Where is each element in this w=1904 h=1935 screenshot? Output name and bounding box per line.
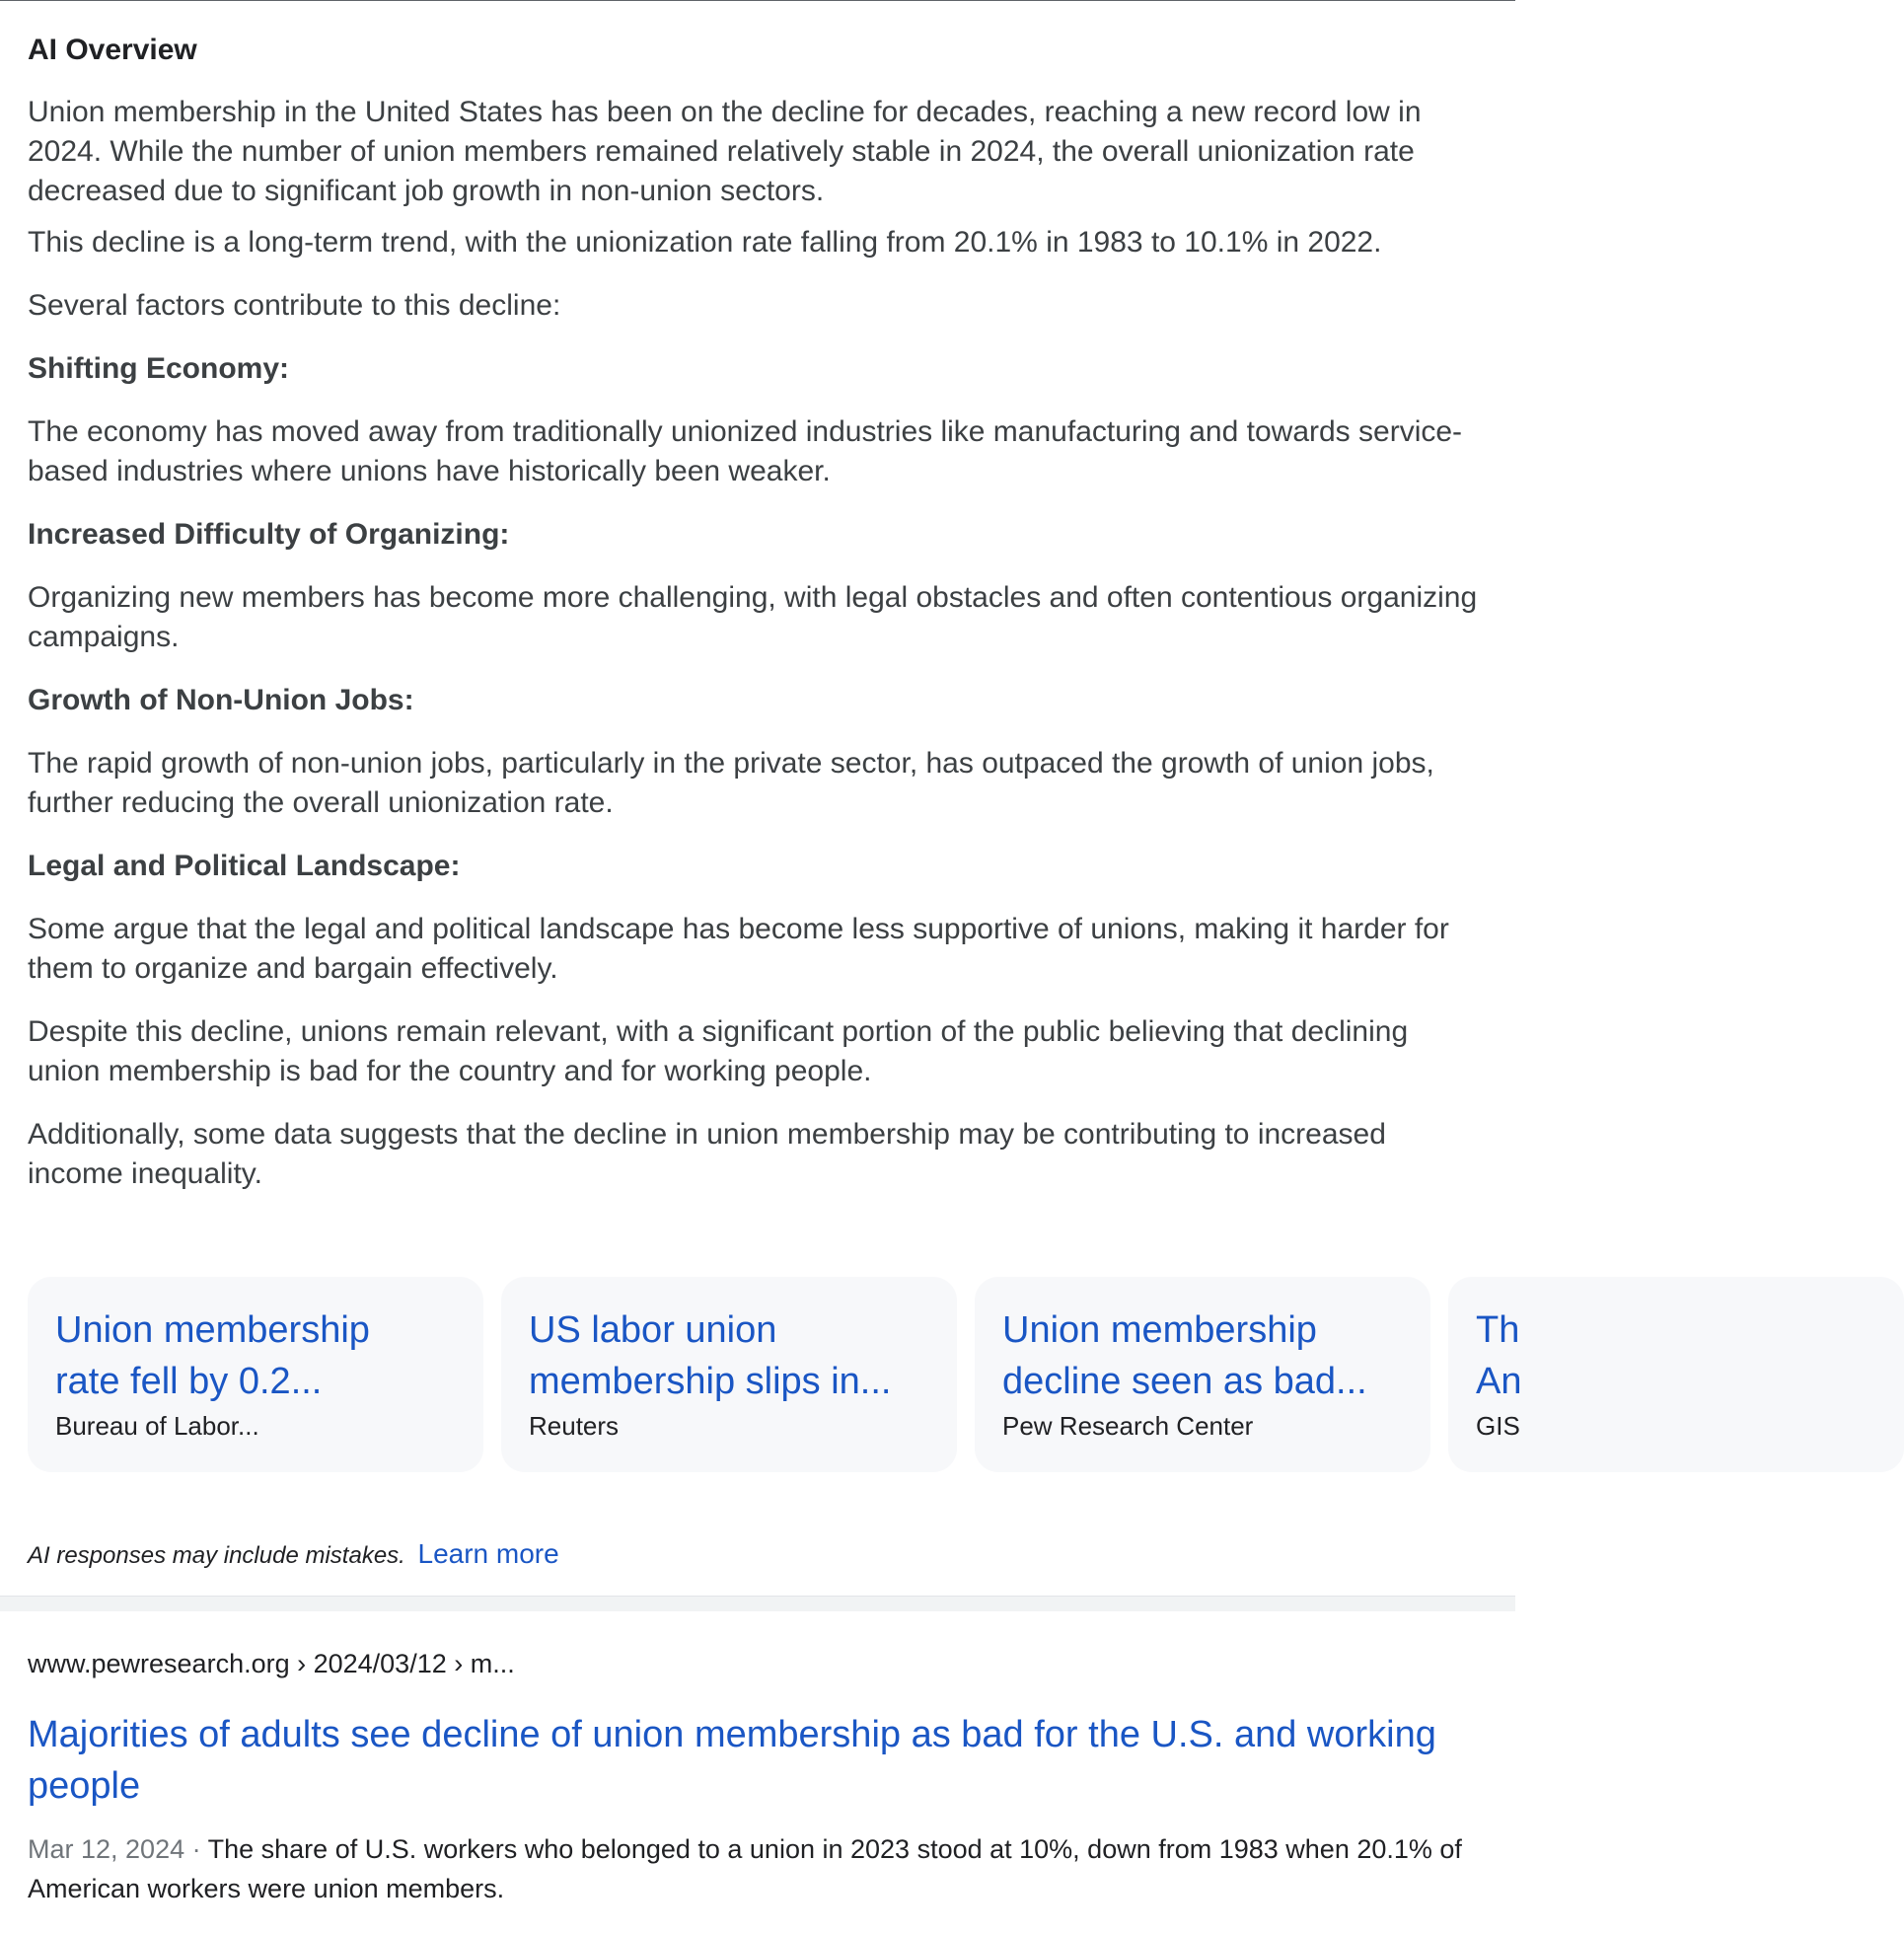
source-cards-carousel[interactable] [28,1277,1522,1474]
source-card-site: Pew Research Center [1002,1411,1254,1441]
source-card-title[interactable]: membership slips in... [529,1361,892,1402]
source-card-site: GIS [1476,1411,1520,1441]
factor-text: The economy has moved away from traditionally unionized industries like manufacturing and towards service-based industries where unions have historically been weaker. [28,415,1463,487]
top-border [0,0,1515,1]
learn-more-link[interactable]: Learn more [417,1538,559,1569]
overview-paragraph: This decline is a long-term trend, with the unionization rate falling from 20.1% in 1983 to 10.1% in 2022. [28,226,1382,259]
factor-text: Some argue that the legal and political landscape has become less supportive of unions, making it harder for them to organize and bargain effectively. [28,913,1449,985]
source-card-title[interactable]: Union membership [1002,1309,1317,1351]
source-card-title[interactable]: US labor union [529,1309,777,1351]
factor-title: Shifting Economy: [28,352,289,385]
source-card[interactable] [501,1277,957,1472]
result-url[interactable]: www.pewresearch.org › 2024/03/12 › m... [28,1649,515,1678]
factors-lead: Several factors contribute to this decline: [28,289,561,322]
ai-overview-title: AI Overview [28,34,197,66]
factor-title: Increased Difficulty of Organizing: [28,518,510,551]
source-card-site: Reuters [529,1411,620,1441]
disclaimer-text: AI responses may include mistakes. [28,1542,405,1569]
search-result [28,1644,1488,1908]
result-date: Mar 12, 2024 [28,1834,185,1864]
ai-overview [28,30,1488,1194]
overview-paragraph: Additionally, some data suggests that the decline in union membership may be contributing to increased income inequality. [28,1118,1386,1190]
source-card-site: Bureau of Labor... [55,1411,259,1441]
source-card-title[interactable]: Union membership [55,1309,370,1351]
result-snippet-text: The share of U.S. workers who belonged to a union in 2023 stood at 10%, down from 1983 when 20.1% of American workers were union members. [28,1834,1462,1903]
source-card-title[interactable]: rate fell by 0.2... [55,1361,323,1402]
source-card[interactable] [975,1277,1430,1472]
overview-paragraph: Despite this decline, unions remain relevant, with a significant portion of the public believing that declining union membership is bad for the country and for working people. [28,1015,1409,1087]
result-snippet [28,1829,1488,1908]
section-divider [0,1596,1515,1611]
source-card-title[interactable]: decline seen as bad... [1002,1361,1367,1402]
ai-overview-body [28,93,1488,1194]
factor-title: Legal and Political Landscape: [28,850,461,882]
source-card-title[interactable]: Th [1476,1309,1520,1351]
ai-disclaimer [28,1537,559,1573]
overview-paragraph: Union membership in the United States has been on the decline for decades, reaching a new record low in 2024. While the number of union members remained relatively stable in 2024, the overall unionization rate decreased due to significant job growth in non-union sectors. [28,96,1422,207]
result-separator: · [184,1834,208,1864]
factor-title: Growth of Non-Union Jobs: [28,684,414,716]
factor-text: Organizing new members has become more challenging, with legal obstacles and often contentious organizing campaigns. [28,581,1478,653]
source-card[interactable] [1448,1277,1904,1472]
result-title-link[interactable]: Majorities of adults see decline of union membership as bad for the U.S. and working people [28,1714,1436,1807]
source-card-title[interactable]: An [1476,1361,1522,1402]
factor-text: The rapid growth of non-union jobs, particularly in the private sector, has outpaced the growth of union jobs, further reducing the overall unionization rate. [28,747,1434,819]
source-card[interactable] [28,1277,483,1472]
